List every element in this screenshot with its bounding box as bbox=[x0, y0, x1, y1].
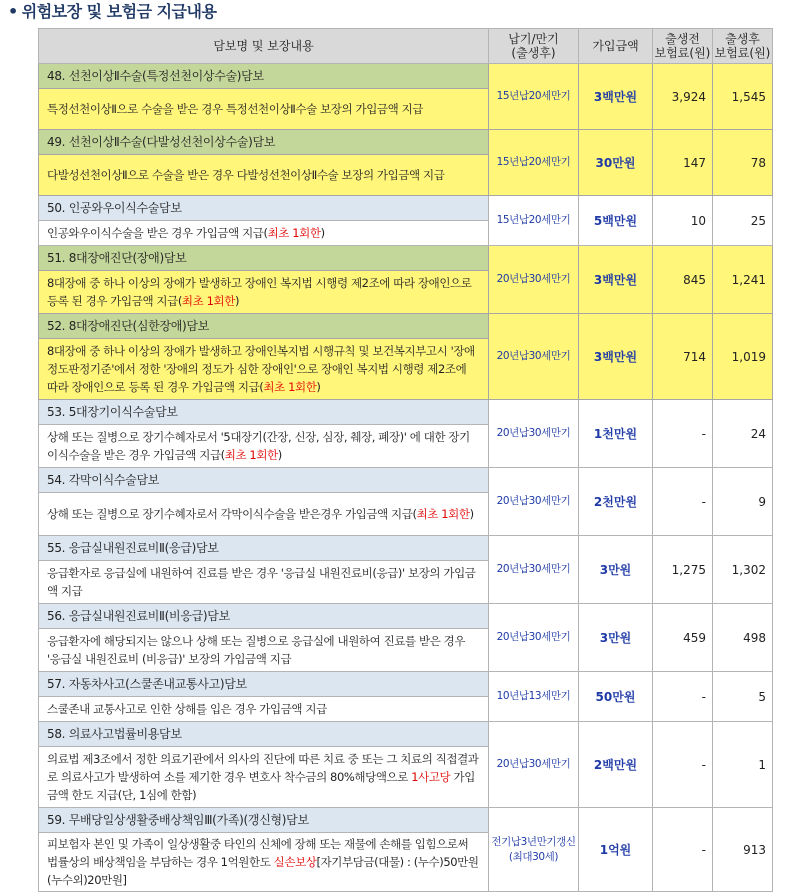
amount-cell: 50만원 bbox=[579, 672, 653, 722]
coverage-name: 57. 자동차사고(스쿨존내교통사고)담보 bbox=[39, 672, 489, 697]
amount-cell: 3만원 bbox=[579, 536, 653, 604]
amount-cell: 3백만원 bbox=[579, 64, 653, 130]
coverage-row bbox=[39, 536, 773, 561]
coverage-row bbox=[39, 196, 773, 221]
premium-before-cell: - bbox=[653, 468, 713, 536]
coverage-row bbox=[39, 400, 773, 425]
table-header-row bbox=[39, 29, 773, 64]
term-cell: 20년납30세만기 bbox=[489, 314, 579, 400]
description-text: 상해 또는 질병으로 장기수혜자로서 '5대장기(간장, 신장, 심장, 췌장, 폐장)' 에 대한 장기이식수술을 받은 경우 가입금액 지급( bbox=[47, 430, 470, 462]
bullet: • bbox=[8, 2, 18, 21]
coverage-row bbox=[39, 808, 773, 833]
coverage-row bbox=[39, 246, 773, 271]
premium-after-cell: 913 bbox=[713, 808, 773, 892]
premium-after-cell: 1,019 bbox=[713, 314, 773, 400]
coverage-name: 51. 8대장애진단(장애)담보 bbox=[39, 246, 489, 271]
limit-note: 최초 1회한 bbox=[181, 294, 235, 308]
premium-before-cell: 714 bbox=[653, 314, 713, 400]
premium-before-cell: 3,924 bbox=[653, 64, 713, 130]
description-text: 인공와우이식수술을 받은 경우 가입금액 지급( bbox=[47, 226, 268, 240]
term-cell: 20년납30세만기 bbox=[489, 246, 579, 314]
term-cell: 20년납30세만기 bbox=[489, 722, 579, 808]
description-text: 응급환자에 해당되지는 않으나 상해 또는 질병으로 응급실에 내원하여 진료를 받은 경우 '응급실 내원진료비 (비응급)' 보장의 가입금액 지급 bbox=[47, 634, 466, 666]
amount-cell: 2천만원 bbox=[579, 468, 653, 536]
premium-after-cell: 5 bbox=[713, 672, 773, 722]
coverage-description bbox=[39, 747, 489, 808]
premium-after-cell: 1,302 bbox=[713, 536, 773, 604]
premium-before-cell: - bbox=[653, 722, 713, 808]
term-cell: 15년납20세만기 bbox=[489, 130, 579, 196]
description-text: 8대장애 중 하나 이상의 장애가 발생하고 장애인 복지법 시행령 제2조에 따라 장애인으로 등록 된 경우 가입금액 지급( bbox=[47, 276, 472, 308]
coverage-row bbox=[39, 604, 773, 629]
premium-after-cell: 78 bbox=[713, 130, 773, 196]
term-cell: 15년납20세만기 bbox=[489, 196, 579, 246]
limit-note: 1사고당 bbox=[411, 770, 451, 784]
description-tail: ) bbox=[320, 226, 325, 240]
premium-after-cell: 9 bbox=[713, 468, 773, 536]
premium-after-cell: 1,241 bbox=[713, 246, 773, 314]
premium-after-cell: 1 bbox=[713, 722, 773, 808]
premium-after-cell: 1,545 bbox=[713, 64, 773, 130]
premium-before-cell: 10 bbox=[653, 196, 713, 246]
description-text: 8대장애 중 하나 이상의 장애가 발생하고 장애인복지법 시행규칙 및 보건복지부고시 '장애정도판정기준'에서 정한 '장애의 정도가 심한 장애인'으로 장애인 복지법 시행령 제2조에 따라 장애인으로 등록 된 경우 가입금액 지급( bbox=[47, 344, 475, 394]
description-tail: ) bbox=[469, 507, 474, 521]
coverage-description bbox=[39, 155, 489, 196]
coverage-description bbox=[39, 271, 489, 314]
coverage-name: 52. 8대장애진단(심한장애)담보 bbox=[39, 314, 489, 339]
coverage-name: 48. 선천이상Ⅱ수술(특정선천이상수술)담보 bbox=[39, 64, 489, 89]
term-cell: 15년납20세만기 bbox=[489, 64, 579, 130]
limit-note: 최초 1회한 bbox=[224, 448, 278, 462]
term-cell: 20년납30세만기 bbox=[489, 604, 579, 672]
header-premium-after-birth: 출생후 보험료(원) bbox=[713, 29, 773, 64]
coverage-description bbox=[39, 221, 489, 246]
description-text: 응급환자로 응급실에 내원하여 진료를 받은 경우 '응급실 내원진료비(응급)' 보장의 가입금액 지급 bbox=[47, 566, 476, 598]
limit-note: 최초 1회한 bbox=[267, 226, 321, 240]
term-cell: 20년납30세만기 bbox=[489, 400, 579, 468]
coverage-row bbox=[39, 130, 773, 155]
amount-cell: 2백만원 bbox=[579, 722, 653, 808]
amount-cell: 3만원 bbox=[579, 604, 653, 672]
coverage-description bbox=[39, 561, 489, 604]
coverage-description bbox=[39, 697, 489, 722]
amount-cell: 30만원 bbox=[579, 130, 653, 196]
limit-note: 최초 1회한 bbox=[263, 380, 317, 394]
premium-after-cell: 498 bbox=[713, 604, 773, 672]
description-text: 상해 또는 질병으로 장기수혜자로서 각막이식수술을 받은경우 가입금액 지급( bbox=[47, 507, 417, 521]
term-cell: 전기납3년만기갱신(최대30세) bbox=[489, 808, 579, 892]
coverage-table bbox=[38, 28, 773, 892]
coverage-row bbox=[39, 314, 773, 339]
amount-cell: 5백만원 bbox=[579, 196, 653, 246]
coverage-description bbox=[39, 89, 489, 130]
section-title bbox=[8, 0, 216, 24]
coverage-name: 50. 인공와우이식수술담보 bbox=[39, 196, 489, 221]
description-text: 다발성선천이상Ⅱ으로 수술을 받은 경우 다발성선천이상Ⅱ수술 보장의 가입금액 지급 bbox=[47, 168, 445, 182]
amount-cell: 1천만원 bbox=[579, 400, 653, 468]
coverage-name: 53. 5대장기이식수술담보 bbox=[39, 400, 489, 425]
premium-after-cell: 24 bbox=[713, 400, 773, 468]
premium-before-cell: 459 bbox=[653, 604, 713, 672]
premium-before-cell: 1,275 bbox=[653, 536, 713, 604]
coverage-description bbox=[39, 493, 489, 536]
coverage-row bbox=[39, 468, 773, 493]
premium-before-cell: 147 bbox=[653, 130, 713, 196]
description-text: 의료법 제3조에서 정한 의료기관에서 의사의 진단에 따른 치료 중 또는 그 치료의 직접결과로 의료사고가 발생하여 소를 제기한 경우 변호사 착수금의 80%해당액으로 bbox=[47, 752, 479, 784]
coverage-row bbox=[39, 64, 773, 89]
term-cell: 20년납30세만기 bbox=[489, 536, 579, 604]
amount-cell: 3백만원 bbox=[579, 246, 653, 314]
description-tail: ) bbox=[234, 294, 240, 308]
description-text: 특정선천이상Ⅱ으로 수술을 받은 경우 특정선천이상Ⅱ수술 보장의 가입금액 지급 bbox=[47, 102, 423, 116]
limit-note: 최초 1회한 bbox=[416, 507, 470, 521]
coverage-name: 49. 선천이상Ⅱ수술(다발성선천이상수술)담보 bbox=[39, 130, 489, 155]
term-cell: 20년납30세만기 bbox=[489, 468, 579, 536]
table-body bbox=[39, 64, 773, 892]
description-tail: ) bbox=[316, 380, 321, 394]
limit-note: 실손보상 bbox=[273, 855, 317, 869]
coverage-name: 55. 응급실내원진료비Ⅱ(응급)담보 bbox=[39, 536, 489, 561]
header-coverage: 담보명 및 보장내용 bbox=[39, 29, 489, 64]
coverage-description bbox=[39, 629, 489, 672]
section-title-text: 위험보장 및 보험금 지급내용 bbox=[21, 2, 217, 21]
amount-cell: 1억원 bbox=[579, 808, 653, 892]
header-term: 납기/만기 (출생후) bbox=[489, 29, 579, 64]
coverage-name: 54. 각막이식수술담보 bbox=[39, 468, 489, 493]
header-premium-before-birth: 출생전 보험료(원) bbox=[653, 29, 713, 64]
description-tail: 가입금액 한도 지급(단, 1심에 한함) bbox=[47, 770, 475, 802]
description-text: 피보험자 본인 및 가족이 일상생활중 타인의 신체에 장해 또는 재물에 손해를 입힘으로써 법률상의 배상책임을 부담하는 경우 1억원한도 bbox=[47, 837, 469, 869]
amount-cell: 3백만원 bbox=[579, 314, 653, 400]
header-amount: 가입금액 bbox=[579, 29, 653, 64]
description-tail: [자기부담금(대물) : (누수)50만원(누수외)20만원] bbox=[47, 855, 479, 887]
coverage-row bbox=[39, 672, 773, 697]
premium-before-cell: - bbox=[653, 672, 713, 722]
coverage-description bbox=[39, 833, 489, 892]
coverage-name: 59. 무배당일상생활중배상책임Ⅲ(가족)(갱신형)담보 bbox=[39, 808, 489, 833]
term-cell: 10년납13세만기 bbox=[489, 672, 579, 722]
premium-before-cell: - bbox=[653, 808, 713, 892]
premium-before-cell: 845 bbox=[653, 246, 713, 314]
premium-after-cell: 25 bbox=[713, 196, 773, 246]
description-text: 스쿨존내 교통사고로 인한 상해를 입은 경우 가입금액 지급 bbox=[47, 702, 327, 716]
coverage-row bbox=[39, 722, 773, 747]
coverage-description bbox=[39, 339, 489, 400]
premium-before-cell: - bbox=[653, 400, 713, 468]
description-tail: ) bbox=[277, 448, 282, 462]
coverage-name: 58. 의료사고법률비용담보 bbox=[39, 722, 489, 747]
coverage-description bbox=[39, 425, 489, 468]
coverage-name: 56. 응급실내원진료비Ⅱ(비응급)담보 bbox=[39, 604, 489, 629]
